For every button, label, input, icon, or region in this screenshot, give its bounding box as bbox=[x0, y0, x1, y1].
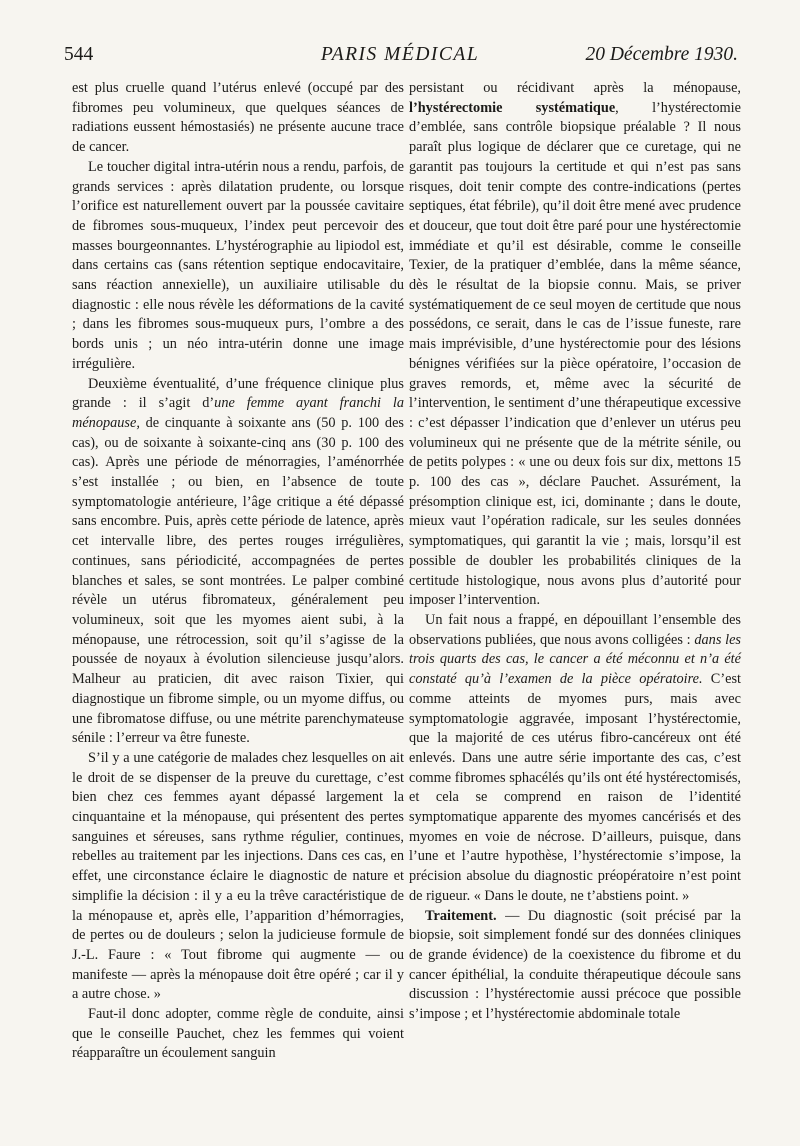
paragraph: Le toucher digital intra-utérin nous a rendu, parfois, de grands services : après dilatation prudente, ou lorsque l’orifice est naturellement ouvert par la poussée cavitaire de fibromes sous-muqueux, l’index peut percevoir des masses bourgeonnantes. L’hystérographie au lipiodol est, dans certains cas (sans rétention septique endocavitaire, sans réaction annexielle), un auxiliaire utilisable du diagnostic : elle nous révèle les déformations de la cavité ; dans les fibromes sous-muqueux purs, l’ombre a des bords unis ; un néo intra-utérin donne une image irrégulière. bbox=[72, 158, 404, 372]
paragraph: Deuxième éventualité, d’une fréquence clinique plus grande : il s’agit d’une femme ayant franchi la ménopause, de cinquante à soixante ans (50 p. 100 des cas), ou de soixante à soixante-cinq ans (30 p. 100 des cas). Après une période de ménorragies, l’aménorrhée s’est installée ; ou bien, en l’absence de toute symptomatologie antérieure, l’âge critique a été dépassé sans encombre. Puis, après cette période de latence, après cet intervalle libre, des pertes rouges irrégulières, continues, sans périodicité, accompagnées de pertes blanches et sales, se sont montrées. Le palper combiné révèle un utérus fibromateux, généralement peu volumineux, soit que les myomes aient subi, à la ménopause, une rétrocession, soit qu’il s’agisse de la poussée de noyaux à évolution silencieuse jusqu’alors. Malheur au praticien, dit avec raison Tixier, qui diagnostique un fibrome simple, ou un myome diffus, ou une fibromatose diffuse, ou une métrite parenchymateuse sénile : l’erreur va être funeste. bbox=[72, 375, 404, 747]
section-heading: Traitement. bbox=[425, 907, 497, 924]
paragraph: S’il y a une catégorie de malades chez lesquelles on ait le droit de se dispenser de la preuve du curettage, c’est bien chez ces femmes ayant dépassé largement la cinquantaine et la ménopause, qui présentent des pertes sanguines et séreuses, sans rythme régulier, continues, rebelles au traitement par les injections. Dans ces cas, en effet, une circonstance éclaire le diagnostic de nature et simplifie la décision : il y a eu la trêve caractéristique de la ménopause et, après elle, l’apparition d’hémorragies, de pertes ou de douleurs ; selon la judicieuse formule de J.-L. Faure : « Tout fibrome qui augmente — ou manifeste — après la ménopause doit être opéré ; car il y a autre chose. » bbox=[72, 749, 404, 1003]
paragraph: est plus cruelle quand l’utérus enlevé (occupé par des fibromes peu volumineux, que quelques séances de radiations eussent hémostasiés) ne présente aucune trace de cancer. bbox=[72, 80, 404, 156]
issue-date: 20 Décembre 1930. bbox=[585, 44, 738, 65]
bold-term: l’hystérectomie systématique bbox=[409, 99, 616, 116]
emphasis: dans les trois quarts des cas, le cancer a été méconnu et n’a été constaté qu’à l’examen de la pièce opératoire. bbox=[409, 631, 741, 688]
paragraph: Un fait nous a frappé, en dépouillant l’ensemble des observations publiées, que nous avons colligées : dans les trois quarts des cas, le cancer a été méconnu et n’a été constaté qu’à l’examen de la pièce opératoire. C’est comme atteints de myomes purs, mais avec symptomatologie aggravée, imposant l’hystérectomie, que la majorité de ces utérus fibro-cancéreux ont été enlevés. Dans une autre série importante des cas, c’est comme fibromes sphacélés qu’ils ont été hystérectomisés, et cela se comprend en raison de l’identité symptomatique apparente des myomes cancérisés et des myomes en voie de nécrose. D’ailleurs, puisque, dans l’une et l’autre hypothèse, l’hystérectomie s’impose, la précision absolue du diagnostic préopératoire n’est point de rigueur. « Dans le doute, ne t’abstiens point. » bbox=[409, 611, 741, 904]
paragraph: Faut-il donc adopter, comme règle de conduite, ainsi que le conseille Pauchet, chez les femmes qui voient réapparaître un écoulement sanguin bbox=[72, 1006, 404, 1062]
paragraph: Traitement. — Du diagnostic (soit précisé par la biopsie, soit simplement fondé sur des données cliniques de grande évidence) de la coexistence du fibrome et du cancer épithélial, la conduite thérapeutique découle sans discussion : l’hystérectomie aussi précoce que possible s’impose ; et l’hystérectomie abdominale totale bbox=[409, 907, 741, 1023]
page-number: 544 bbox=[64, 44, 94, 65]
right-column bbox=[409, 79, 741, 1025]
journal-title: PARIS MÉDICAL bbox=[320, 44, 480, 65]
running-header bbox=[62, 42, 738, 68]
paragraph: persistant ou récidivant après la ménopause, l’hystérectomie systématique, l’hystérectomie d’emblée, sans contrôle biopsique préalable ? Il nous paraît plus logique de déclarer que ce curetage, qui ne garantit pas toujours la certitude et qui n’est pas sans risques, doit tenir compte des contre-indications (pertes septiques, état fébrile), qu’il doit être mené avec prudence et douceur, que tout doit être paré pour une hystérectomie immédiate et qu’il est désirable, comme le conseille Texier, de la pratiquer d’emblée, dans la même séance, dès le résultat de la biopsie connu. Mais, se priver systématiquement de ce seul moyen de certitude que nous possédons, ce serait, dans le cas de l’issue funeste, rare mais imprévisible, d’une hystérectomie pour des lésions bénignes vérifiées sur la pièce opératoire, l’occasion de graves remords, et, même avec la sécurité de l’intervention, le sentiment d’une thérapeutique excessive : c’est dépasser l’indication que d’enlever un utérus peu volumineux qui ne présente que de la métrite sénile, ou de petits polypes : « une ou deux fois sur dix, mettons 15 p. 100 des cas », déclare Pauchet. Assurément, la présomption clinique est, ici, dominante ; dans le doute, mieux vaut l’opération radicale, sur les seules données symptomatiques, qui garantit la vie ; mais, lorsqu’il est possible de doubler les probabilités cliniques de la certitude histologique, nous avons plus d’autorité pour imposer l’intervention. bbox=[409, 80, 741, 609]
emphasis: une femme ayant franchi la ménopause, bbox=[72, 395, 404, 431]
left-column bbox=[72, 79, 404, 1064]
